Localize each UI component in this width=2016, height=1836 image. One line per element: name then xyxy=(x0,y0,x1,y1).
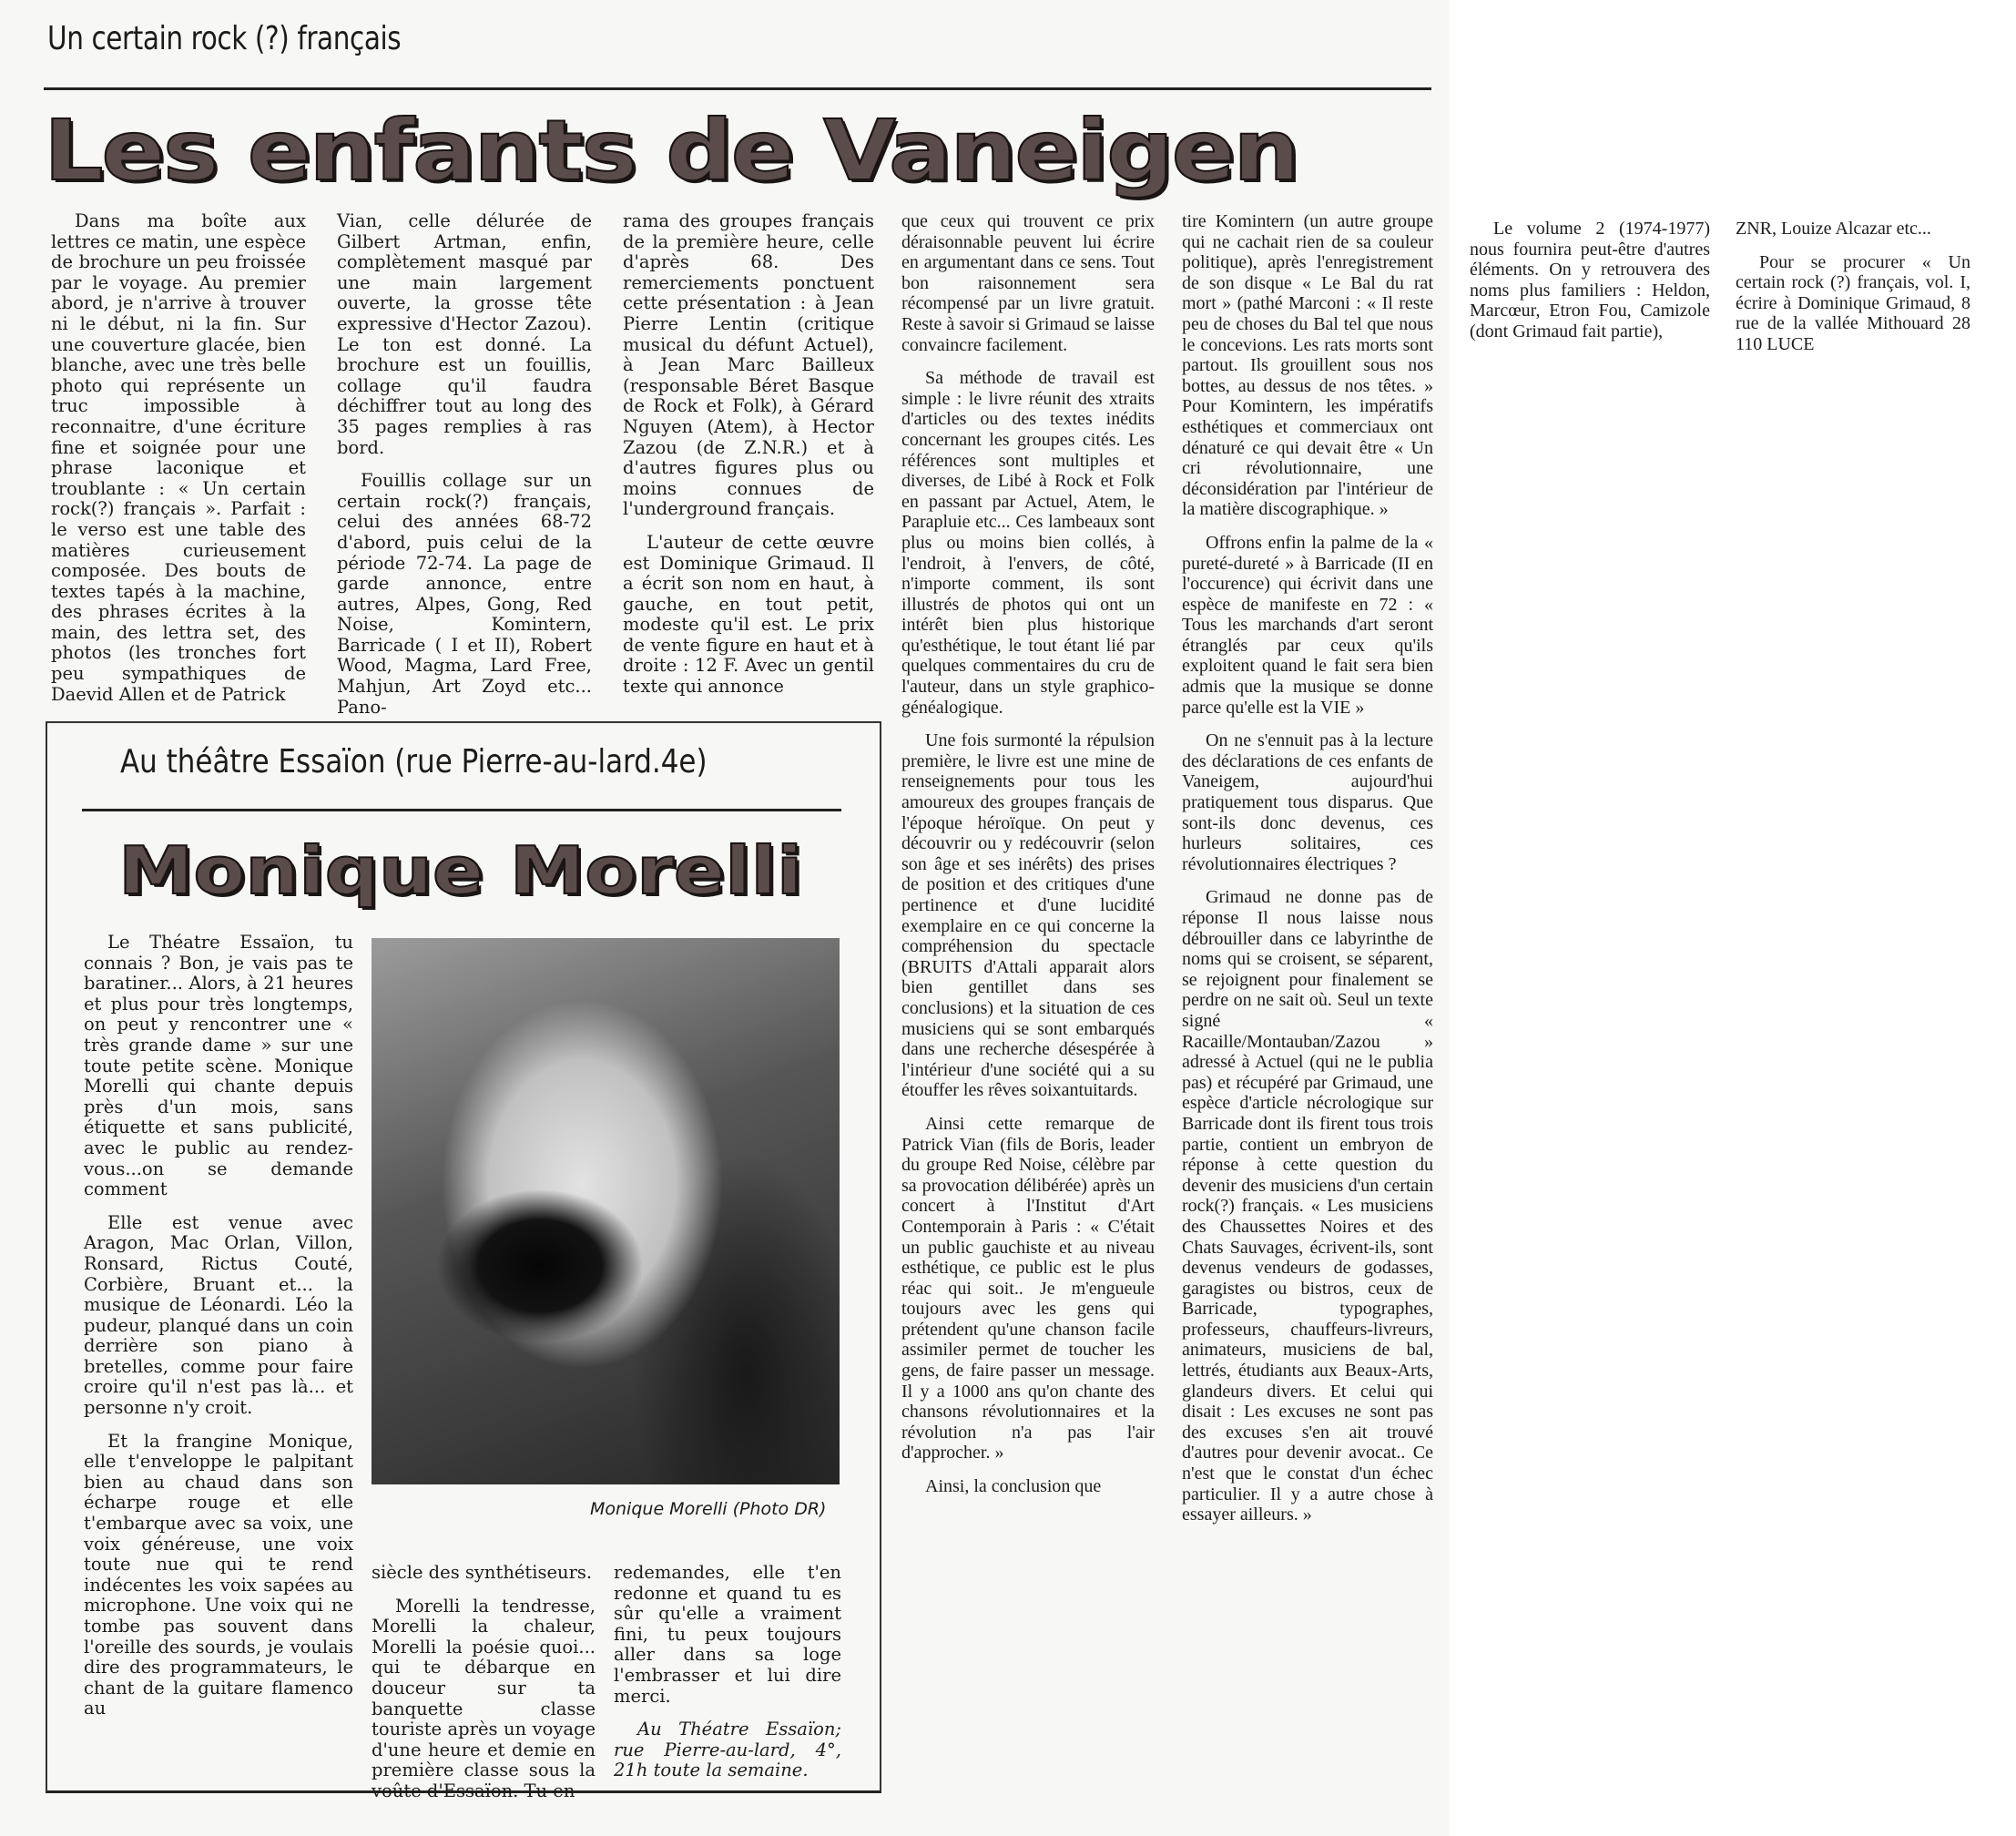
box-kicker: Au théâtre Essaïon (rue Pierre-au-lard.4e) xyxy=(120,743,708,780)
singer-photo xyxy=(372,938,840,1484)
paragraph: Le Théatre Essaïon, tu connais ? Bon, je vais pas te baratiner... Alors, à 21 heures et plus pour très longtemps, on peut y rencontrer une « très grande dame » sur une toute petite scène. Monique Morelli qui chante depuis près d'un mois, sans étiquette et sans publicité, avec le public au rendez-vous...on se demande comment xyxy=(84,932,353,1200)
sidebar-article-box xyxy=(46,721,881,1801)
box-headline: Monique Morelli xyxy=(118,832,803,909)
header-rule xyxy=(44,87,1431,90)
paragraph: siècle des synthétiseurs. xyxy=(372,1562,593,1583)
paragraph: Morelli la tendresse, Morelli la chaleur, Morelli la poésie quoi... qui te débarque en douceur sur ta banquette classe touriste après un voyage d'une heure et demie en première classe sous la voûte d'Essaïon. Tu en xyxy=(372,1595,596,1801)
box-column-1 xyxy=(84,933,353,1732)
paragraph: Une fois surmonté la répulsion première, le livre est une mine de renseignements pour tous les amoureux des groupes français de l'époque héroïque. On peut y découvrir ou y redécouvrir (selon son âge et ses inérêts) des prises de position et des critiques d'une pertinence et d'une lucidité exemplaire en ce qui concerne la compréhension du spectacle (BRUITS d'Attali apparait alors bien gentillet dans ses conclusions) et la situation de ces musiciens qui se sont embarqués dans une recherche désespérée à l'intérieur d'une société qui a su étouffer les rêves soixantuitards. xyxy=(901,730,1155,1101)
paragraph: ZNR, Louize Alcazar etc... xyxy=(1736,219,1931,239)
paragraph: rama des groupes français de la première heure, celle d'après 68. Des remerciements ponctuent cette présentation : à Jean Pierre Lentin (critique musical du défunt Actuel), à Jean Marc Bailleux (responsable Béret Basque de Rock et Folk), à Gérard Nguyen (Atem), à Hector Zazou (de Z.N.R.) et à d'autres figures plus ou moins connues de l'underground français. xyxy=(623,210,874,520)
box-rule xyxy=(82,809,841,811)
article-column-1 xyxy=(51,211,306,718)
paragraph: L'auteur de cette œuvre est Dominique Grimaud. Il a écrit son nom en haut, à gauche, en tout petit, modeste qu'il est. Le prix de vente figure en haut et à droite : 12 F. Avec un gentil texte qui annonce xyxy=(623,531,874,698)
article-column-5 xyxy=(1182,211,1433,1538)
article-column-7 xyxy=(1736,219,1970,368)
paragraph: que ceux qui trouvent ce prix déraisonnable peuvent lui écrire en argumentant dans ce sens. Tout bon raisonnement sera récompensé par un livre gratuit. Reste à savoir si Grimaud se laisse convaincre facilement. xyxy=(901,211,1155,355)
paragraph: Fouillis collage sur un certain rock(?) français, celui des années 68-72 d'abord, puis celui de la période 72-74. La page de garde annonce, entre autres, Alpes, Gong, Red Noise, Komintern, Barricade ( I et II), Robert Wood, Magma, Lard Free, Mahjun, Art Zoyd etc... Pano- xyxy=(337,470,592,718)
paragraph: Offrons enfin la palme de la « pureté-dureté » à Barricade (II en l'occurence) qui écrivit dans une espèce de manifeste en 72 : « Tous les marchands d'art seront étranglés par ceux qu'ils exploitent quand le fait sera bien admis que la musique se donne parce qu'elle est la VIE » xyxy=(1182,532,1433,718)
paragraph: tire Komintern (un autre groupe qui ne cachait rien de sa couleur politique), après l'enregistrement de son disque « Le Bal du rat mort » (pathé Marconi : « Il reste peu de choses du Bal tel que nous le concevions. Les rats morts sont partout. Ils grouillent sous nos bottes, au dessus de nos têtes. » Pour Komintern, les impératifs esthétiques et commerciaux ont dénaturé ce qui devait être « Un cri révolutionnaire, une déconsidération par l'intérieur de la matière discographique. » xyxy=(1182,211,1433,520)
article-column-3 xyxy=(623,211,874,710)
article-column-2 xyxy=(337,211,592,730)
article-column-6 xyxy=(1470,219,1710,355)
article-column-4 xyxy=(901,211,1155,1510)
paragraph: Vian, celle délurée de Gilbert Artman, enfin, complètement masqué par une main largement ouverte, la grosse tête expressive d'Hector Zazou). Le ton est donné. La brochure est un fouillis, collage qu'il faudra déchiffrer tout au long des 35 pages remplies à ras bord. xyxy=(337,210,592,458)
paragraph: Ainsi, la conclusion que xyxy=(925,1476,1102,1497)
box-column-2 xyxy=(372,1563,596,1815)
paragraph: Et la frangine Monique, elle t'enveloppe le palpitant bien au chaud dans son écharpe rouge et elle t'embarque avec sa voix, une voix généreuse, une voix toute nue qui te rend indécentes les voix sapées au microphone. Une voix qui ne tombe pas souvent dans l'oreille des sourds, je voulais dire des programmateurs, le chant de la guitare flamenco au xyxy=(84,1430,353,1719)
paragraph: Le volume 2 (1974-1977) nous fournira peut-être d'autres éléments. On y retrouvera des noms plus familiers : Heldon, Marcœur, Etron Fou, Camizole (dont Grimaud fait partie), xyxy=(1470,219,1710,342)
paragraph: Sa méthode de travail est simple : le livre réunit des xtraits d'articles ou des textes inédits concernant les groupes cités. Les références sont multiples et diverses, de Libé à Rock et Folk en passant par Actuel, Atem, le Parapluie etc... Ces lambeaux sont plus ou moins bien collés, à l'endroit, à l'envers, de côté, n'importe comment, ils sont illustrés de photos qui ont un intérêt bien plus historique qu'esthétique, le tout étant lié par quelques commentaires du cru de l'auteur, dans un style graphico-généalogique. xyxy=(901,368,1155,718)
article-kicker: Un certain rock (?) français xyxy=(47,20,402,57)
paragraph: Ainsi cette remarque de Patrick Vian (fils de Boris, leader du groupe Red Noise, célèbre par sa provocation délibérée) après un concert à l'Institut d'Art Contemporain à Paris : « C'était un public gauchiste et au niveau esthétique, ce public est le plus réac qui soit.. Je m'engueule toujours avec les gens qui prétendent qu'une chanson facile assimiler permet de toucher les gens, de faire passer un message. Il y a 1000 ans qu'on chante des chansons révolutionnaires et la révolution n'a pas l'air d'approcher. » xyxy=(901,1113,1155,1464)
paragraph: redemandes, elle t'en redonne et quand tu es sûr qu'elle a vraiment fini, tu peux toujours aller dans sa loge l'embrasser et lui dire merci. xyxy=(614,1562,841,1707)
box-column-3 xyxy=(614,1563,841,1794)
paragraph: Elle est venue avec Aragon, Mac Orlan, Villon, Ronsard, Rictus Couté, Corbière, Bruant et... la musique de Léonardi. Léo la pudeur, planqué dans un coin derrière son piano à bretelles, comme pour faire croire qu'il n'est pas là... et personne n'y croit. xyxy=(84,1211,353,1419)
paragraph: Grimaud ne donne pas de réponse Il nous laisse nous débrouiller dans ce labyrinthe de noms qui se croisent, se séparent, se rejoignent pour finalement se perdre on ne sait où. Seul un texte signé « Racaille/Montauban/Zazou » adressé à Actuel (qui ne le publia pas) et récupéré par Grimaud, une espèce d'article nécrologique sur Barricade dont ils firent tous trois partie, contient un embryon de réponse à cette question du devenir des musiciens d'un certain rock(?) français. « Les musiciens des Chaussettes Noires et des Chats Sauvages, écrivent-ils, sont devenus vendeurs de godasses, garagistes ou bistros, ceux de Barricade, typographes, professeurs, chauffeurs-livreurs, animateurs, musiciens de bal, lettrés, étudiants aux Beaux-Arts, glandeurs divers. Et celui qui disait : Les excuses ne sont pas des excuses s'en ait trouvé d'autres pour devenir avocat.. Ce n'est que le constat d'un échec particulier. Il y a autre chose à essayer ailleurs. » xyxy=(1182,887,1433,1525)
venue-info: Au Théatre Essaïon; rue Pierre-au-lard, 4°, 21h toute la semaine. xyxy=(614,1719,841,1781)
paragraph: Dans ma boîte aux lettres ce matin, une espèce de brochure un peu froissée par le voyage. Au premier abord, je n'arrive à trouver ni le début, ni la fin. Sur une couverture glacée, bien blanche, avec une très belle photo qui représente un truc impossible à reconnaitre, d'une écriture fine et soignée pour une phrase laconique et troublante : « Un certain rock(?) français ». Parfait : le verso est une table des matières curieusement composée. Des bouts de textes tapés à la machine, des phrases écrites à la main, des lettra set, des photos (les tronches fort peu sympathiques de Daevid Allen et de Patrick xyxy=(51,210,306,705)
paragraph: On ne s'ennuit pas à la lecture des déclarations de ces enfants de Vaneigem, aujourd'hui pratiquement tous disparus. Que sont-ils donc devenus, ces hurleurs solitaires, ces révolutionnaires électriques ? xyxy=(1182,730,1433,874)
photo-caption: Monique Morelli (Photo DR) xyxy=(590,1499,827,1519)
article-headline: Les enfants de Vaneigen xyxy=(44,102,1298,199)
order-info: Pour se procurer « Un certain rock (?) français, vol. I, écrire à Dominique Grimaud, 8 rue de la vallée Mithouard 28 110 LUCE xyxy=(1736,251,1970,354)
